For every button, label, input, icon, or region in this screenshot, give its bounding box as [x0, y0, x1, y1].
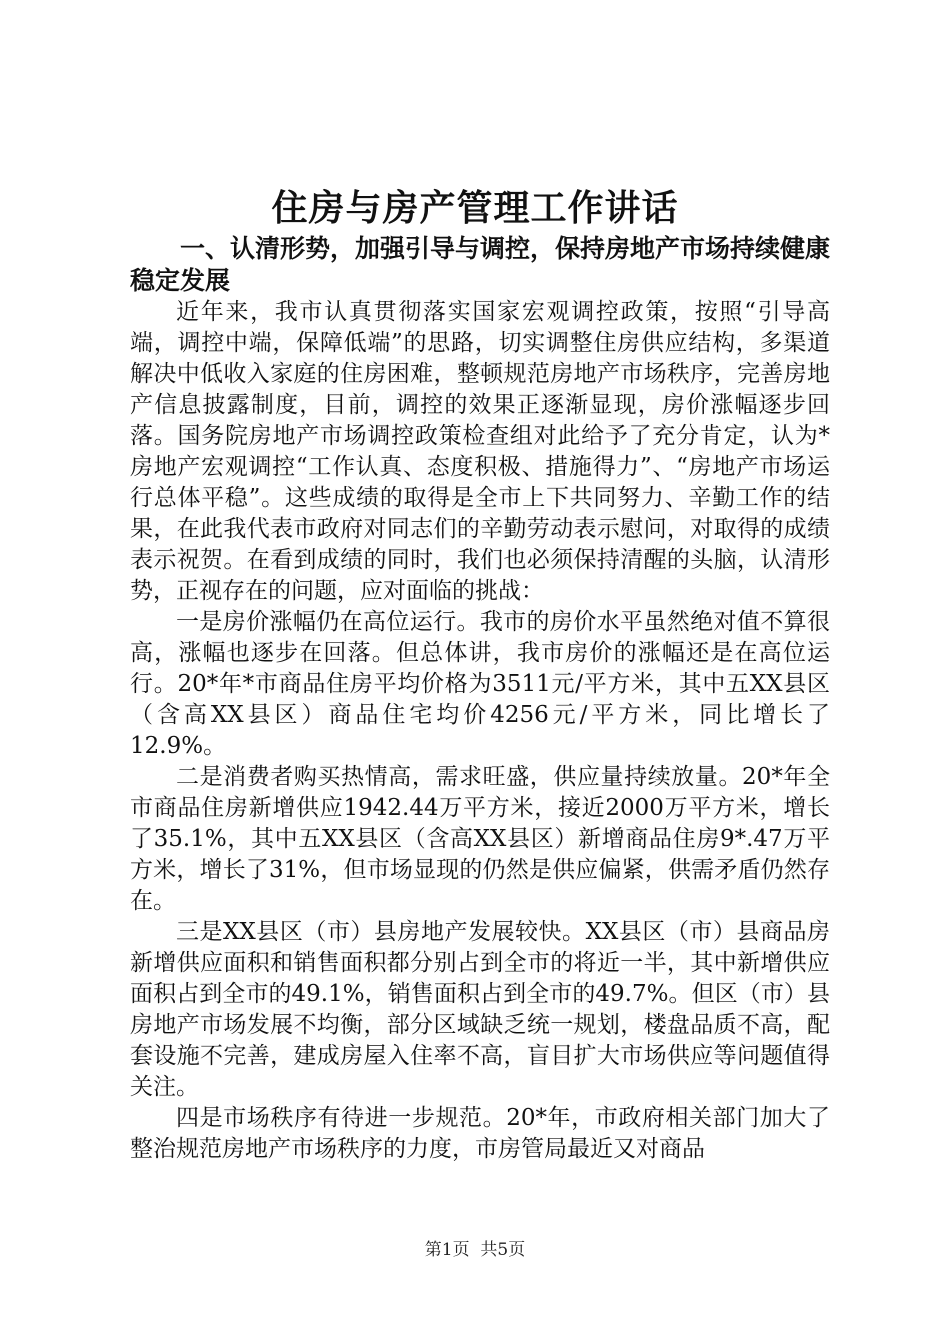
paragraph-point-4: 四是市场秩序有待进一步规范。20*年，市政府相关部门加大了整治规范房地产市场秩序的力度，市房管局最近又对商品 [130, 1105, 830, 1162]
page-number: 第1页 [424, 1240, 470, 1260]
paragraph-point-3: 三是XX县区（市）县房地产发展较快。XX县区（市）县商品房新增供应面积和销售面积都分别占到全市的将近一半，其中新增供应面积占到全市的49.1%，销售面积占到全市的49.7%。但区（市）县房地产市场发展不均衡，部分区域缺乏统一规划，楼盘品质不高，配套设施不完善，建成房屋入住率不高，盲目扩大市场供应等问题值得关注。 [130, 919, 830, 1100]
paragraph-point-2: 二是消费者购买热情高，需求旺盛，供应量持续放量。20*年全市商品住房新增供应1942.44万平方米，接近2000万平方米，增长了35.1%，其中五XX县区（含高XX县区）新增商品住房9*.47万平方米，增长了31%，但市场显现的仍然是供应偏紧，供需矛盾仍然存在。 [130, 764, 830, 914]
page-footer [0, 1239, 950, 1261]
document-title: 住房与房产管理工作讲话 [271, 187, 679, 229]
section-heading: 一、认清形势，加强引导与调控，保持房地产市场持续健康稳定发展 [130, 234, 831, 295]
paragraph-point-1: 一是房价涨幅仍在高位运行。我市的房价水平虽然绝对值不算很高，涨幅也逐步在回落。但总体讲，我市房价的涨幅还是在高位运行。20*年*市商品住房平均价格为3511元/平方米，其中五XX县区（含高XX县区）商品住宅均价4256元/平方米，同比增长了12.9%。 [130, 609, 830, 759]
paragraph-intro: 近年来，我市认真贯彻落实国家宏观调控政策，按照“引导高端，调控中端，保障低端”的思路，切实调整住房供应结构，多渠道解决中低收入家庭的住房困难，整顿规范房地产市场秩序，完善房地产信息披露制度，目前，调控的效果正逐渐显现，房价涨幅逐步回落。国务院房地产市场调控政策检查组对此给予了充分肯定，认为*房地产宏观调控“工作认真、态度积极、措施得力”、“房地产市场运行总体平稳”。这些成绩的取得是全市上下共同努力、辛勤工作的结果，在此我代表市政府对同志们的辛勤劳动表示慰问，对取得的成绩表示祝贺。在看到成绩的同时，我们也必须保持清醒的头脑，认清形势，正视存在的问题，应对面临的挑战： [130, 299, 830, 604]
page-total: 共5页 [480, 1240, 526, 1260]
document-body [130, 233, 830, 1165]
